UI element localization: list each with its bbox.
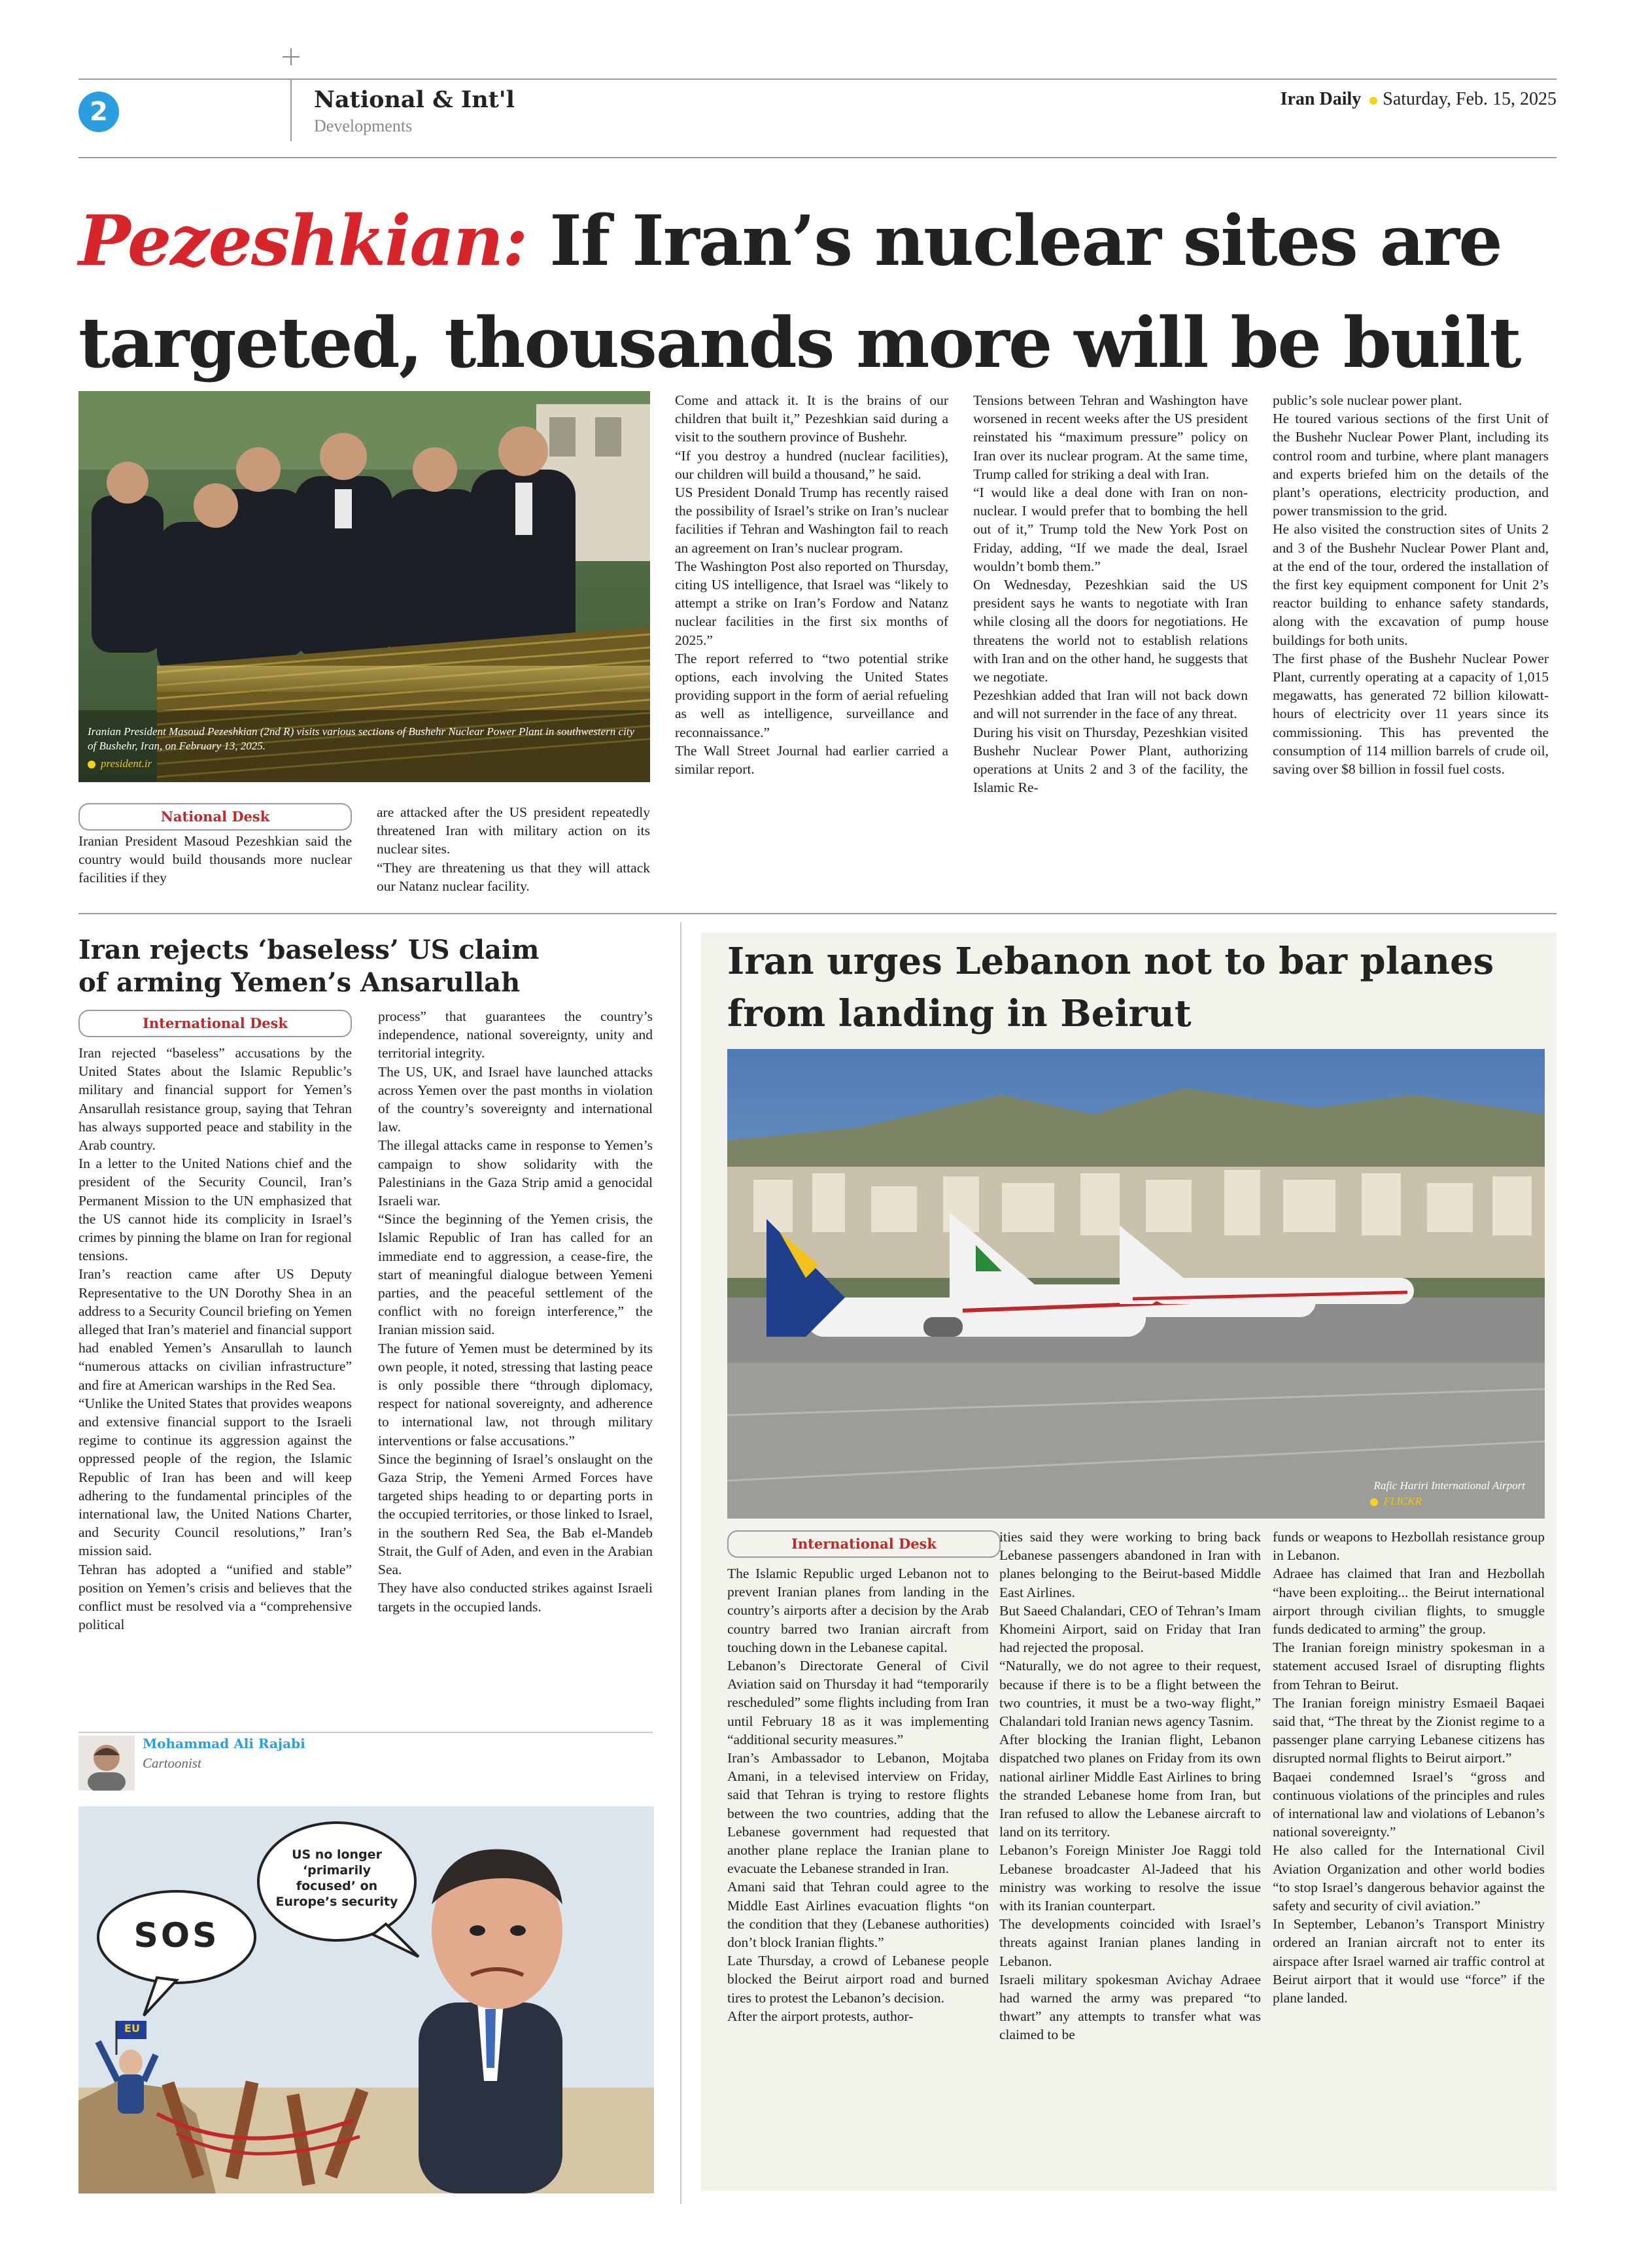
lead-col-2 [377, 803, 650, 895]
paragraph: After blocking the Iranian flight, Lebanon dispatched two planes on Friday from its own national airliner Middle East Airlines to bring the stranded Lebanese home from Iran, but Iran refused to allow the Lebanese aircraft to land on its territory. [999, 1732, 1261, 1840]
paragraph: He also visited the construction sites of Units 2 and 3 of the Bushehr Nuclear Power Plant and, at the end of the tour, ordered the installation of the first key equipment component for Unit 2’s reactor building to enhance safety standards, along with the excavation of pump house buildings for both units. [1273, 521, 1549, 648]
paragraph: The report referred to “two potential strike options, each involving the United States providing support in the form of aerial refueling as well as intelligence, surveillance and reconnaissance.” [675, 650, 948, 740]
crosshair-mark [283, 48, 300, 65]
paragraph: On Wednesday, Pezeshkian said the US president says he wants to negotiate with Iran while closing all the doors for negotiations. He threatens the world not to establish relations with Iran and on the other hand, he suggests that we negotiate. [973, 577, 1248, 685]
paragraph: “Since the beginning of the Yemen crisis, the Islamic Republic of Iran has called for an immediate end to aggression, a cease-fire, the start of meaningful dialogue between Yemeni parties, and the peaceful settlement of the conflict with no foreign interference,” the Iranian mission said. [378, 1211, 653, 1338]
paragraph: The Washington Post also reported on Thursday, citing US intelligence, that Israel was “likely to attempt a strike on Iran’s Fordow and Natanz nuclear facilities in the first six months of 2025.” [675, 558, 948, 648]
paragraph: The Wall Street Journal had earlier carried a similar report. [675, 742, 948, 778]
paragraph: Iran’s reaction came after US Deputy Representative to the UN Dorothy Shea in an address to a Security Council briefing on Yemen alleged that Iran’s materiel and financial support had enabled Yemen’s Ansarullah to launch “numerous attacks on civilian infrastructure” and fire at American warships in the Red Sea. [78, 1266, 352, 1393]
yemen-col-1 [78, 1044, 352, 1634]
paragraph: He toured various sections of the first Unit of the Bushehr Nuclear Power Plant, including its control room and turbine, where plant managers and experts briefed him on the details of the plant’s operations, electricity production, and power transmission to the grid. [1273, 411, 1549, 519]
paragraph: “They are threatening us that they will attack our Natanz nuclear facility. [377, 859, 650, 894]
yemen-headline: Iran rejects ‘baseless’ US claim of arming Yemen’s Ansarullah [78, 935, 540, 998]
subsection-title: Developments [314, 116, 413, 135]
paragraph: Tehran has adopted a “unified and stable” position on Yemen’s crisis and believes that the conflict must be resolved via a “comprehensive political [78, 1561, 352, 1633]
airport-illustration [727, 1049, 1545, 1519]
paper-name: Iran Daily [1280, 89, 1362, 109]
paragraph: Adraee has claimed that Iran and Hezbollah “have been exploiting... the Beirut international airport through civilian flights, to smuggle funds dedicated to arming” the group. [1273, 1566, 1545, 1638]
paragraph: The illegal attacks came in response to Yemen’s campaign to show solidarity with the Palestinians in the Gaza Strip amid a genocidal Israeli war. [378, 1137, 653, 1209]
paragraph: ities said they were working to bring back Lebanese passengers abandoned in Iran with planes belonging to the Beirut-based Middle East Airlines. [999, 1529, 1261, 1600]
paragraph: After the airport protests, author- [727, 2008, 914, 2024]
paragraph: are attacked after the US president repeatedly threatened Iran with military action on its nuclear sites. [377, 804, 650, 857]
paragraph: In September, Lebanon’s Transport Ministry ordered an Iranian aircraft not to enter its airspace after Israel warned air traffic control at Beirut airport that it would use “force” if the plane landed. [1273, 1916, 1545, 2006]
lead-photo [78, 391, 650, 782]
paragraph: Come and attack it. It is the brains of our children that built it,” Pezeshkian said during a visit to the southern province of Bushehr. [675, 392, 948, 445]
header-top-rule [78, 78, 1557, 80]
airport-photo [727, 1049, 1545, 1519]
paragraph: public’s sole nuclear power plant. [1273, 392, 1462, 408]
lebanon-headline-line1: Iran urges Lebanon not to bar planes [727, 940, 1494, 983]
airport-photo-credit [1370, 1495, 1422, 1508]
paragraph: “I would like a deal done with Iran on non-nuclear. I would prefer that to bombing the hell out of it,” Trump told the New York Post on Friday, adding, “If we made the deal, Israel wouldn’t bomb them.” [973, 485, 1248, 574]
paragraph: Late Thursday, a crowd of Lebanese people blocked the Beirut airport road and burned tires to protest the Lebanon’s decision. [727, 1953, 989, 2006]
lead-col-1 [78, 832, 352, 887]
credit-text: FLICKR [1383, 1495, 1422, 1507]
lead-photo-caption: Iranian President Masoud Pezeshkian (2nd R) visits various sections of Bushehr Nuclear Power Plant in southwestern city of Bushehr, Iran, on February 13, 2025. [88, 725, 635, 752]
section-title: National & Int'l [314, 86, 515, 113]
desk-label: International Desk [78, 1010, 352, 1037]
dot-icon [1370, 1498, 1378, 1506]
paragraph: Tensions between Tehran and Washington have worsened in recent weeks after the US president reinstated his “maximum pressure” policy on Iran over its nuclear program. At the same time, Trump called for striking a deal with Iran. [973, 392, 1248, 482]
paragraph: Israeli military spokesman Avichay Adraee had warned the army was prepared “to thwart” any attempts to transfer what was claimed to be [999, 1971, 1261, 2043]
lebanon-col-1 [727, 1564, 989, 2025]
header-bottom-rule [78, 157, 1557, 158]
lebanon-headline-line2: from landing in Beirut [727, 992, 1192, 1035]
paragraph: Lebanon’s Foreign Minister Joe Raggi told Lebanese broadcaster Al-Jadeed that his ministry was working to resolve the issue with its Iranian counterpart. [999, 1842, 1261, 1914]
bushehr-visit-illustration [78, 391, 650, 782]
eu-flag-label: EU [124, 2022, 140, 2035]
sos-text: SOS [133, 1916, 220, 1955]
paragraph: The future of Yemen must be determined by its own people, it noted, stressing that lasting peace is only possible there “through diplomacy, respect for national sovereignty, and adherence to international law, not through military interventions or false accusations.” [378, 1340, 653, 1449]
paragraph: He also called for the International Civil Aviation Organization and other world bodies “to stop Israel’s dangerous behavior against the safety and security of civil aviation.” [1273, 1842, 1545, 1914]
lead-photo-credit [88, 757, 152, 770]
dot-icon [88, 761, 95, 768]
yemen-col-2 [378, 1007, 653, 1616]
paragraph: funds or weapons to Hezbollah resistance group in Lebanon. [1273, 1529, 1545, 1564]
paragraph: The Iranian foreign ministry Esmaeil Baqaei said that, “The threat by the Zionist regime to a passenger plane carrying Lebanese citizens has disrupted normal flights to Beirut airport.” [1273, 1694, 1545, 1766]
lebanon-headline [727, 935, 1551, 1040]
paragraph: Iranian President Masoud Pezeshkian said the country would build thousands more nuclear facilities if they [78, 833, 352, 886]
paragraph: Amani said that Tehran could agree to the Middle East Airlines evacuation flights “on the condition that they (Lebanese authorities) don’t block Iranian flights.” [727, 1879, 989, 1951]
headline-line1: If Iran’s nuclear sites are [549, 199, 1502, 281]
paragraph: Baqaei condemned Israel’s “gross and continuous violations of the principles and rules of international law and violations of Lebanon’s national sovereignty.” [1273, 1768, 1545, 1840]
paragraph: The US, UK, and Israel have launched attacks across Yemen over the past months in violation of the country’s sovereignty and international law. [378, 1063, 653, 1135]
cartoonist-avatar [78, 1736, 135, 1791]
credit-text: president.ir [101, 757, 152, 770]
dot-icon [1369, 97, 1377, 105]
paragraph: Since the beginning of Israel’s onslaught on the Gaza Strip, the Yemeni Armed Forces have targeted ships heading to or departing ports in the occupied territories, or those linked to Israel, in the southern Red Sea, the Bab el-Mandeb Strait, the Gulf of Aden, and even in the Arabian Sea. [378, 1451, 653, 1578]
page-number-badge [78, 92, 119, 132]
paragraph: “If you destroy a hundred (nuclear facilities), our children will build a thousand,” he said. [675, 447, 948, 482]
headline-name: Pezeshkian: [78, 199, 527, 281]
paragraph: “Unlike the United States that provides weapons and extensive financial support to the Israeli regime to continue its aggression against the oppressed people of the region, the Islamic Republic of Iran has been and will keep adhering to the fundamental principles of the international law, the United Nations Charter, and Security Council resolutions,” Iran’s mission said. [78, 1395, 352, 1559]
column-divider [680, 922, 681, 2204]
desk-label: National Desk [78, 803, 352, 831]
section-rule [78, 913, 1557, 914]
editorial-cartoon [78, 1806, 654, 2193]
lead-col-5 [1273, 391, 1549, 778]
lead-headline [78, 190, 1583, 394]
lead-col-4 [973, 391, 1248, 797]
desk-label: International Desk [727, 1530, 1001, 1558]
paragraph: During his visit on Thursday, Pezeshkian visited Bushehr Nuclear Power Plant, authorizing operations at Units 2 and 3 of the facility, the Islamic Re- [973, 724, 1248, 796]
masthead [1281, 89, 1557, 110]
paragraph: “Naturally, we do not agree to their request, because if there is to be a flight between the two countries, it must be a two-way flight,” Chalandari told Iranian news agency Tasnim. [999, 1658, 1261, 1730]
paragraph: Lebanon’s Directorate General of Civil Aviation said on Thursday it had “temporarily rescheduled” some flights including from Iran until February 18 as it was implementing “additional security measures.” [727, 1658, 989, 1747]
cartoonist-role: Cartoonist [143, 1755, 201, 1771]
paragraph: Iran’s Ambassador to Lebanon, Mojtaba Amani, in a televised interview on Friday, said that Tehran is trying to restore flights between the two countries, adding that the Lebanese government had requested that another plane replace the Iranian plane to evacuate the Lebanese stranded in Iran. [727, 1750, 989, 1877]
lebanon-col-3 [1273, 1528, 1545, 2007]
page-number: 2 [90, 97, 108, 127]
lebanon-col-2 [999, 1528, 1261, 2044]
speech-text: US no longer ‘primarily focused’ on Europe’s security [275, 1847, 398, 1909]
header-divider [290, 78, 292, 141]
paragraph: But Saeed Chalandari, CEO of Tehran’s Imam Khomeini Airport, said on Friday that Iran had rejected the proposal. [999, 1602, 1261, 1656]
paragraph: The first phase of the Bushehr Nuclear Power Plant, currently operating at a capacity of 1,015 megawatts, has generated 72 billion kilowatt-hours of electricity over 11 years since its commissioning. This has prevented the consumption of 114 million barrels of crude oil, saving over $8 billion in fossil fuel costs. [1273, 650, 1549, 778]
paragraph: In a letter to the United Nations chief and the president of the Security Council, Iran’s Permanent Mission to the UN emphasized that the US cannot hide its complicity in Israel’s crimes by pinning the blame on Iran for regional tensions. [78, 1156, 352, 1264]
paragraph: Pezeshkian added that Iran will not back down and will not surrender in the face of any threat. [973, 687, 1248, 722]
paragraph: The developments coincided with Israel’s threats against Iranian planes landing in Lebanon. [999, 1916, 1261, 1969]
paragraph: process” that guarantees the country’s independence, national sovereignty, unity and territorial integrity. [378, 1008, 653, 1061]
cartoonist-name: Mohammad Ali Rajabi [143, 1736, 305, 1751]
paragraph: Iran rejected “baseless” accusations by the United States about the Islamic Republic’s military and financial support for Yemen’s Ansarullah resistance group, saying that Tehran has always supported peace and stability in the Arab country. [78, 1045, 352, 1154]
headline-line2: targeted, thousands more will be built [78, 301, 1521, 383]
paragraph: They have also conducted strikes against Israeli targets in the occupied lands. [378, 1580, 653, 1615]
paragraph: The Islamic Republic urged Lebanon not to prevent Iranian planes from landing in the country’s airports after a decision by the Arab country barred two Iranian aircraft from touching down in the Lebanese capital. [727, 1566, 989, 1655]
paragraph: The Iranian foreign ministry spokesman in a statement accused Israel of disrupting flights from Tehran to Beirut. [1273, 1640, 1545, 1692]
paragraph: US President Donald Trump has recently raised the possibility of Israel’s strike on Iran’s nuclear facilities if Tehran and Washington fail to reach an agreement on Iran’s nuclear program. [675, 485, 948, 556]
cartoon-top-rule [78, 1732, 653, 1733]
lead-col-3 [675, 391, 948, 778]
airport-photo-caption: Rafic Hariri International Airport [1373, 1479, 1525, 1492]
issue-date: Saturday, Feb. 15, 2025 [1383, 89, 1557, 109]
